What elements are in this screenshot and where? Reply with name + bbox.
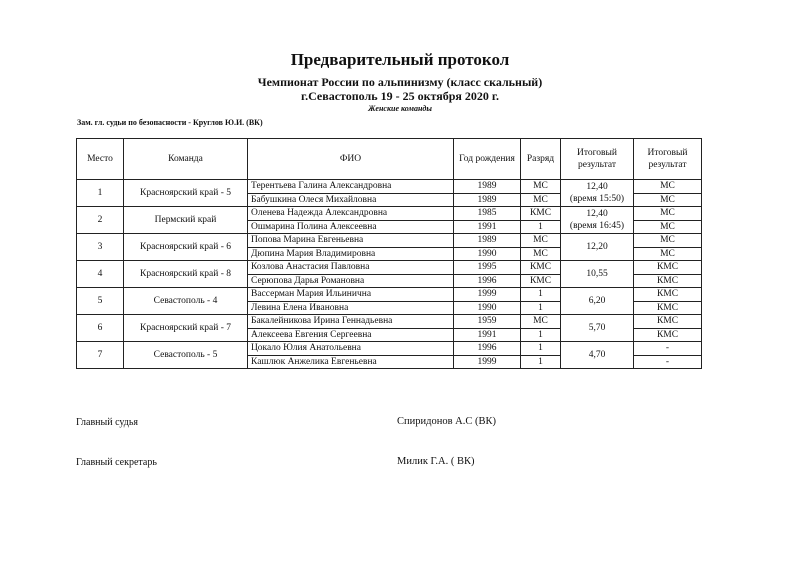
header-result: Итоговый результат bbox=[561, 139, 634, 180]
cell-final-rank: КМС bbox=[634, 288, 702, 302]
cell-birth-year: 1989 bbox=[454, 180, 521, 194]
cell-rank: 1 bbox=[521, 328, 561, 342]
cell-name: Ошмарина Полина Алексеевна bbox=[248, 220, 454, 234]
cell-name: Левина Елена Ивановна bbox=[248, 301, 454, 315]
cell-result bbox=[561, 234, 634, 261]
document-title: Предварительный протокол bbox=[290, 50, 510, 69]
cell-birth-year: 1991 bbox=[454, 220, 521, 234]
deputy-judge: Зам. гл. судьи по безопасности - Круглов Ю.И. (ВК) bbox=[77, 118, 263, 127]
cell-team: Красноярский край - 7 bbox=[124, 315, 248, 342]
cell-team: Красноярский край - 6 bbox=[124, 234, 248, 261]
cell-rank: КМС bbox=[521, 274, 561, 288]
cell-team: Севастополь - 5 bbox=[124, 342, 248, 369]
cell-final-rank: КМС bbox=[634, 301, 702, 315]
cell-birth-year: 1959 bbox=[454, 315, 521, 329]
cell-rank: 1 bbox=[521, 355, 561, 369]
cell-rank: МС bbox=[521, 247, 561, 261]
cell-result bbox=[561, 288, 634, 315]
cell-team: Пермский край bbox=[124, 207, 248, 234]
chief-judge-name: Спиридонов А.С (ВК) bbox=[397, 416, 496, 427]
cell-birth-year: 1999 bbox=[454, 288, 521, 302]
cell-rank: МС bbox=[521, 193, 561, 207]
result-value: 12,20 bbox=[586, 242, 608, 252]
cell-final-rank: КМС bbox=[634, 274, 702, 288]
cell-birth-year: 1996 bbox=[454, 342, 521, 356]
place-and-dates: г.Севастополь 19 - 25 октября 2020 г. bbox=[300, 89, 499, 103]
table-row bbox=[77, 342, 702, 356]
cell-final-rank: МС bbox=[634, 234, 702, 248]
cell-name: Дюпина Мария Владимировна bbox=[248, 247, 454, 261]
cell-rank: МС bbox=[521, 234, 561, 248]
cell-result bbox=[561, 342, 634, 369]
cell-final-rank: КМС bbox=[634, 261, 702, 275]
championship-name: Чемпионат России по альпинизму (класс скальный) bbox=[257, 75, 543, 89]
cell-place: 3 bbox=[77, 234, 124, 261]
cell-place: 7 bbox=[77, 342, 124, 369]
cell-birth-year: 1985 bbox=[454, 207, 521, 221]
chief-secretary-name: Милик Г.А. ( ВК) bbox=[397, 456, 475, 467]
cell-name: Цокало Юлия Анатольевна bbox=[248, 342, 454, 356]
result-value: 12,40 bbox=[586, 209, 608, 219]
chief-secretary-label: Главный секретарь bbox=[76, 457, 157, 468]
cell-birth-year: 1990 bbox=[454, 247, 521, 261]
cell-rank: 1 bbox=[521, 288, 561, 302]
cell-birth-year: 1989 bbox=[454, 193, 521, 207]
cell-name: Вассерман Мария Ильинична bbox=[248, 288, 454, 302]
cell-rank: КМС bbox=[521, 207, 561, 221]
header-place: Место bbox=[77, 139, 124, 180]
result-value: 6,20 bbox=[588, 296, 606, 306]
cell-final-rank: МС bbox=[634, 193, 702, 207]
cell-final-rank: КМС bbox=[634, 328, 702, 342]
chief-judge-label: Главный судья bbox=[76, 417, 139, 428]
cell-name: Кашлюк Анжелика Евгеньевна bbox=[248, 355, 454, 369]
cell-name: Бабушкина Олеся Михайловна bbox=[248, 193, 454, 207]
table-body bbox=[77, 180, 702, 369]
cell-final-rank: МС bbox=[634, 180, 702, 194]
cell-name: Оленева Надежда Александровна bbox=[248, 207, 454, 221]
header-team: Команда bbox=[124, 139, 248, 180]
cell-birth-year: 1989 bbox=[454, 234, 521, 248]
header-rank: Разряд bbox=[521, 139, 561, 180]
cell-result bbox=[561, 207, 634, 234]
cell-name: Попова Марина Евгеньевна bbox=[248, 234, 454, 248]
table-row bbox=[77, 315, 702, 329]
cell-rank: 1 bbox=[521, 342, 561, 356]
cell-team: Красноярский край - 8 bbox=[124, 261, 248, 288]
cell-birth-year: 1995 bbox=[454, 261, 521, 275]
cell-rank: КМС bbox=[521, 261, 561, 275]
result-value: 4,70 bbox=[588, 350, 606, 360]
category-label: Женские команды bbox=[368, 104, 432, 113]
table-row bbox=[77, 207, 702, 221]
cell-team: Красноярский край - 5 bbox=[124, 180, 248, 207]
cell-birth-year: 1996 bbox=[454, 274, 521, 288]
cell-place: 6 bbox=[77, 315, 124, 342]
cell-result bbox=[561, 180, 634, 207]
result-value: 10,55 bbox=[586, 269, 608, 279]
cell-place: 1 bbox=[77, 180, 124, 207]
result-time-note: (время 16:45) bbox=[569, 221, 625, 231]
cell-rank: МС bbox=[521, 180, 561, 194]
cell-name: Алексеева Евгения Сергеевна bbox=[248, 328, 454, 342]
header-final-rank: Итоговый результат bbox=[634, 139, 702, 180]
table-row bbox=[77, 180, 702, 194]
cell-birth-year: 1999 bbox=[454, 355, 521, 369]
header-name: ФИО bbox=[248, 139, 454, 180]
cell-team: Севастополь - 4 bbox=[124, 288, 248, 315]
cell-name: Серюпова Дарья Романовна bbox=[248, 274, 454, 288]
cell-rank: 1 bbox=[521, 220, 561, 234]
cell-final-rank: - bbox=[634, 355, 702, 369]
cell-name: Козлова Анастасия Павловна bbox=[248, 261, 454, 275]
table-row bbox=[77, 234, 702, 248]
cell-rank: МС bbox=[521, 315, 561, 329]
cell-final-rank: - bbox=[634, 342, 702, 356]
cell-final-rank: КМС bbox=[634, 315, 702, 329]
cell-rank: 1 bbox=[521, 301, 561, 315]
cell-final-rank: МС bbox=[634, 247, 702, 261]
cell-name: Бакалейникова Ирина Геннадьевна bbox=[248, 315, 454, 329]
header-birth-year: Год рождения bbox=[454, 139, 521, 180]
cell-birth-year: 1990 bbox=[454, 301, 521, 315]
cell-place: 4 bbox=[77, 261, 124, 288]
cell-place: 5 bbox=[77, 288, 124, 315]
result-value: 5,70 bbox=[588, 323, 606, 333]
cell-place: 2 bbox=[77, 207, 124, 234]
cell-result bbox=[561, 261, 634, 288]
cell-final-rank: МС bbox=[634, 207, 702, 221]
cell-name: Терентьева Галина Александровна bbox=[248, 180, 454, 194]
table-header-row bbox=[77, 139, 702, 180]
table-row bbox=[77, 288, 702, 302]
cell-final-rank: МС bbox=[634, 220, 702, 234]
result-value: 12,40 bbox=[586, 182, 608, 192]
cell-birth-year: 1991 bbox=[454, 328, 521, 342]
result-time-note: (время 15:50) bbox=[569, 194, 625, 204]
table-row bbox=[77, 261, 702, 275]
results-table bbox=[76, 138, 702, 369]
cell-result bbox=[561, 315, 634, 342]
